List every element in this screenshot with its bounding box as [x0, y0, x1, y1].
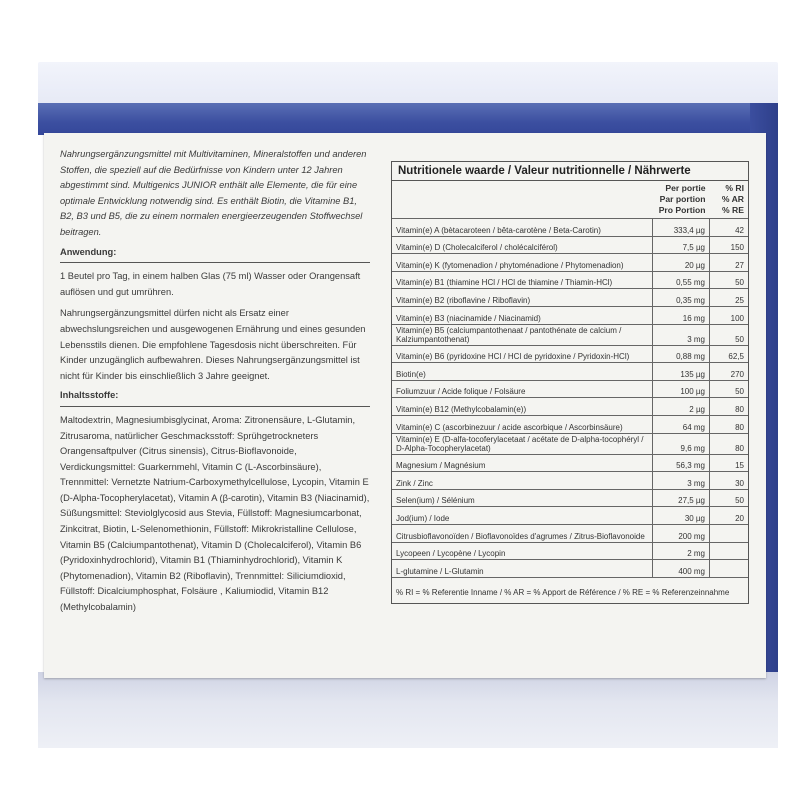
table-row	[392, 380, 748, 398]
table-row	[392, 254, 748, 272]
nutrient-amount: 333,4 µg	[653, 219, 710, 237]
nutrient-amount: 16 mg	[653, 306, 710, 324]
nutrient-percent	[710, 524, 749, 542]
nutrient-amount: 9,6 mg	[653, 433, 710, 454]
nutrient-amount: 3 mg	[653, 324, 710, 345]
ingredients-heading: Inhaltsstoffe:	[60, 388, 370, 407]
nutrient-amount: 0,88 mg	[653, 345, 710, 363]
nutrient-name: Vitamin(e) B5 (calciumpantothenaat / pantothénate de calcium / Kalziumpantothenat)	[392, 324, 653, 345]
nutrient-name: L-glutamine / L-Glutamin	[392, 560, 653, 578]
table-row	[392, 489, 748, 507]
table-row	[392, 219, 748, 237]
nutrient-amount: 27,5 µg	[653, 489, 710, 507]
nutrient-percent: 80	[710, 398, 749, 416]
nutrient-amount: 56,3 mg	[653, 454, 710, 472]
nutrient-amount: 200 mg	[653, 524, 710, 542]
nutrient-name: Lycopeen / Lycopène / Lycopin	[392, 542, 653, 560]
table-row	[392, 289, 748, 307]
table-row	[392, 472, 748, 490]
nutrient-percent	[710, 560, 749, 578]
nutrient-amount: 2 µg	[653, 398, 710, 416]
pct-label: % RI	[725, 183, 744, 193]
nutrient-name: Zink / Zinc	[392, 472, 653, 490]
package-bottom	[38, 672, 778, 748]
pct-label: % RE	[722, 205, 744, 215]
ingredients-text: Maltodextrin, Magnesiumbisglycinat, Aroma: Zitronensäure, L-Glutamin, Zitrusaroma, natürlicher Geschmacksstoff: Sprühgetrockneters Orangensaftpulver (Citrus sinensis), Citrus-Bioflavonoide, Verdickungsmittel: Guarkernmehl, Vitamin C (L-Ascorbinsäure), Trennmittel: Vernetzte Natrium-Carboxymethylcellulose, Lycopin, Vitamin E (D-Alpha-Tocopherylacetat), Vitamin A (β-carotin), Vitamin B3 (Niacinamid), Süßungsmittel: Steviolglycosid aus Stevia, Füllstoff: Magnesiumcarbonat, Zinkcitrat, Biotin, L-Selenomethionin, Füllstoff: Mikrokristalline Cellulose, Vitamin B5 (Calciumpantothenat), Vitamin D (Cholecalciferol), Vitamin B6 (Pyridoxinhydrochlorid), Vitamin B1 (Thiaminhydrochlorid), Vitamin K (Phytomenadion), Vitamin B2 (Riboflavin), Trennmittel: Siliciumdioxid, Füllstoff: Dicalciumphosphat, Folsäure , Kaliumiodid, Vitamin B12 (Methylcobalamin)	[60, 414, 370, 613]
nutrient-name: Vitamin(e) B12 (Methylcobalamin(e))	[392, 398, 653, 416]
nutrient-percent: 80	[710, 433, 749, 454]
nutrient-percent: 25	[710, 289, 749, 307]
package-blue-band	[38, 103, 778, 135]
pct-label: % AR	[721, 194, 744, 204]
nutrient-percent	[710, 542, 749, 560]
table-row	[392, 363, 748, 381]
usage-text: 1 Beutel pro Tag, in einem halben Glas (75 ml) Wasser oder Orangensaft auflösen und gut umrühren.	[60, 271, 361, 297]
nutrient-name: Foliumzuur / Acide folique / Folsäure	[392, 380, 653, 398]
nutrient-name: Selen(ium) / Sélénium	[392, 489, 653, 507]
nutrient-percent: 50	[710, 380, 749, 398]
table-footnote: % RI = % Referentie Inname / % AR = % Apport de Référence / % RE = % Referenzeinnahme	[396, 587, 730, 597]
label-panel	[44, 133, 766, 678]
nutrient-percent: 30	[710, 472, 749, 490]
usage-heading: Anwendung:	[60, 245, 370, 264]
nutrient-percent: 62,5	[710, 345, 749, 363]
nutrient-name: Vitamin(e) E (D-alfa-tocoferylacetaat / acétate de D-alpha-tocophéryl / D-Alpha-Tocopherylacetat)	[392, 433, 653, 454]
warning-text: Nahrungsergänzungsmittel dürfen nicht als Ersatz einer abwechslungsreichen und ausgewogenen Ernährung und eines gesunden Lebensstils dienen. Die empfohlene Tagesdosis nicht überschreiten. Für Kinder unzugänglich aufbewahren. Dieses Nahrungsergänzungsmittel ist nicht für Kinder bis einschließlich 3 Jahre geeignet.	[60, 308, 366, 381]
nutrient-percent: 15	[710, 454, 749, 472]
nutrient-name: Vitamin(e) C (ascorbinezuur / acide ascorbique / Ascorbinsäure)	[392, 415, 653, 433]
nutrient-amount: 30 µg	[653, 507, 710, 525]
table-row	[392, 236, 748, 254]
nutrient-percent: 100	[710, 306, 749, 324]
nutrient-name: Vitamin(e) A (bètacaroteen / bêta-carotène / Beta-Carotin)	[392, 219, 653, 237]
nutrient-name: Vitamin(e) B2 (riboflavine / Riboflavin)	[392, 289, 653, 307]
nutrient-amount: 135 µg	[653, 363, 710, 381]
nutrient-amount: 2 mg	[653, 542, 710, 560]
table-row	[392, 560, 748, 578]
nutrient-name: Jod(ium) / Iode	[392, 507, 653, 525]
nutrient-amount: 0,55 mg	[653, 271, 710, 289]
nutrient-amount: 64 mg	[653, 415, 710, 433]
table-row	[392, 433, 748, 454]
table-row	[392, 542, 748, 560]
nutrient-amount: 100 µg	[653, 380, 710, 398]
nutrient-amount: 20 µg	[653, 254, 710, 272]
nutrient-percent: 50	[710, 271, 749, 289]
nutrient-percent: 80	[710, 415, 749, 433]
left-text-column	[60, 147, 370, 616]
nutrient-amount: 3 mg	[653, 472, 710, 490]
nutrient-percent: 270	[710, 363, 749, 381]
nutrition-table	[391, 161, 749, 604]
nutrient-name: Magnesium / Magnésium	[392, 454, 653, 472]
intro-text: Nahrungsergänzungsmittel mit Multivitaminen, Mineralstoffen und anderen Stoffen, die speziell auf die Bedürfnisse von Kindern unter 12 Jahren abgestimmt sind. Multigenics JUNIOR enthält alle Elemente, die für eine optimale Entwicklung notwendig sind. Es enthält Biotin, die Vitamine B1, B2, B3 und B5, die zu einem normalen energieerzeugenden Stoffwechsel beitragen.	[60, 149, 367, 237]
nutrient-percent: 50	[710, 489, 749, 507]
nutrient-percent: 150	[710, 236, 749, 254]
nutrient-name: Vitamin(e) B1 (thiamine HCl / HCl de thiamine / Thiamin-HCl)	[392, 271, 653, 289]
nutrient-percent: 42	[710, 219, 749, 237]
table-row	[392, 306, 748, 324]
portion-label: Pro Portion	[658, 205, 706, 215]
nutrient-name: Vitamin(e) D (Cholecalciferol / cholécalciférol)	[392, 236, 653, 254]
nutrient-amount: 0,35 mg	[653, 289, 710, 307]
nutrient-name: Biotin(e)	[392, 363, 653, 381]
nutrient-name: Vitamin(e) B6 (pyridoxine HCl / HCl de pyridoxine / Pyridoxin-HCl)	[392, 345, 653, 363]
nutrient-percent: 50	[710, 324, 749, 345]
nutrient-percent: 27	[710, 254, 749, 272]
table-row	[392, 454, 748, 472]
table-row	[392, 398, 748, 416]
table-row	[392, 507, 748, 525]
nutrition-grid	[392, 181, 748, 578]
nutrient-name: Vitamin(e) K (fytomenadion / phytoménadione / Phytomenadion)	[392, 254, 653, 272]
table-row	[392, 324, 748, 345]
table-row	[392, 524, 748, 542]
nutrient-name: Vitamin(e) B3 (niacinamide / Niacinamid)	[392, 306, 653, 324]
table-header-row	[392, 181, 748, 219]
nutrition-table-title: Nutritionele waarde / Valeur nutritionnelle / Nährwerte	[392, 162, 748, 181]
table-row	[392, 345, 748, 363]
table-row	[392, 271, 748, 289]
portion-label: Per portie	[665, 183, 706, 193]
nutrient-name: Citrusbioflavonoïden / Bioflavonoïdes d'agrumes / Zitrus-Bioflavonoide	[392, 524, 653, 542]
nutrient-percent: 20	[710, 507, 749, 525]
nutrient-amount: 7,5 µg	[653, 236, 710, 254]
nutrient-amount: 400 mg	[653, 560, 710, 578]
table-row	[392, 415, 748, 433]
portion-label: Par portion	[659, 194, 706, 204]
